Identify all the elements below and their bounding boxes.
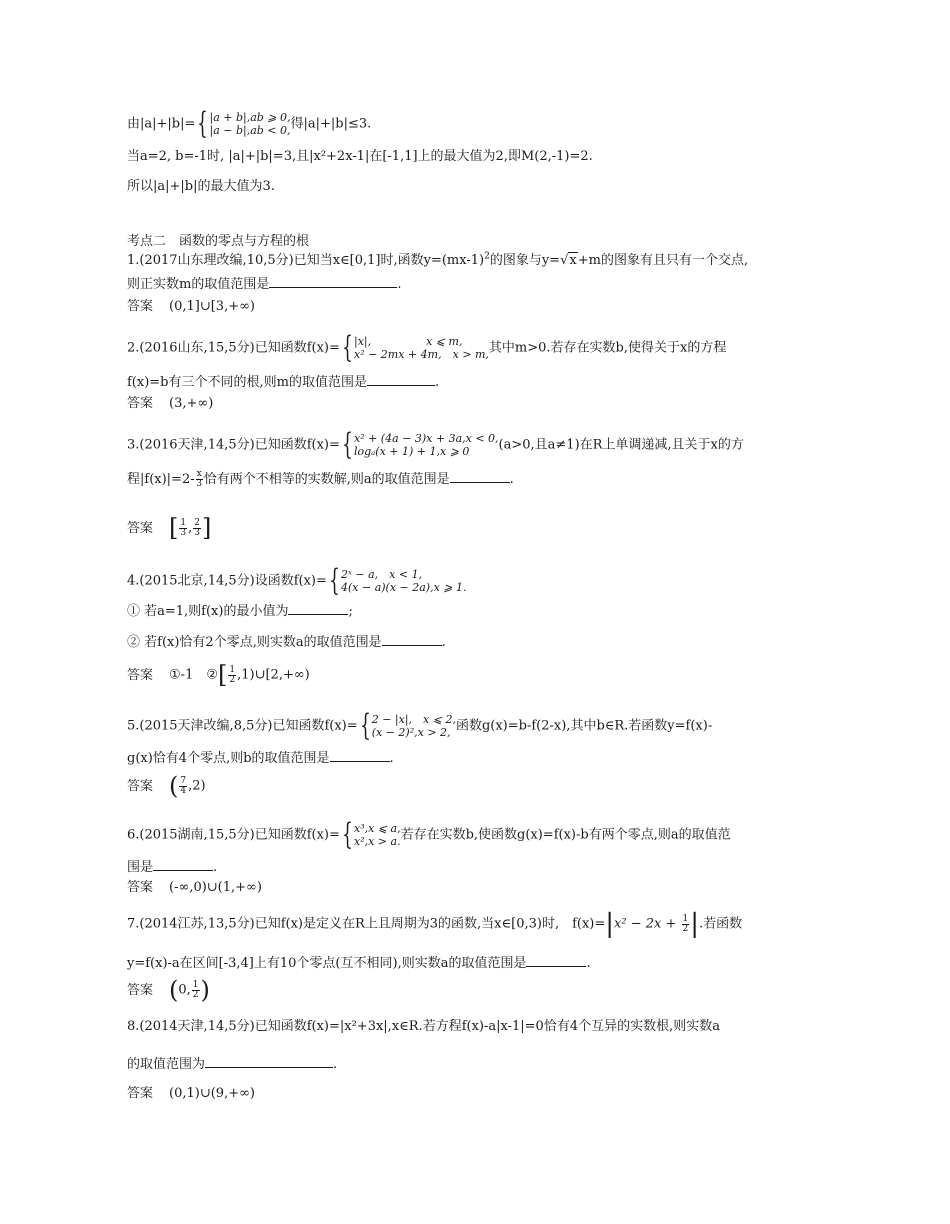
text: y=f(x)-a在区间[-3,4]上有10个零点(互不相同),则实数a的取值范围是 <box>127 956 527 971</box>
text: ② 若f(x)恰有2个零点,则实数a的取值范围是 <box>127 635 382 650</box>
text: 7.(2014江苏,13,5分)已知f(x)是定义在R上且周期为3的函数,当x∈[0,3)时, f(x)= <box>127 916 606 932</box>
text: . <box>397 277 402 292</box>
text: f(x)=b有三个不同的根,则m的取值范围是 <box>127 375 367 390</box>
question-7-line-1 <box>127 909 743 939</box>
answer-blank <box>269 275 397 288</box>
denominator: 2 <box>229 674 236 685</box>
intro-line-1 <box>127 106 372 141</box>
brace: { <box>342 817 353 852</box>
question-3-line-1 <box>127 427 744 462</box>
fraction <box>682 915 690 934</box>
question-5-line-2 <box>127 749 394 768</box>
text: ,2) <box>188 778 206 794</box>
answer-label: 答案 <box>127 667 154 683</box>
section-title: 考点二 函数的零点与方程的根 <box>127 234 310 249</box>
answer-blank <box>205 1055 333 1068</box>
text: 6.(2015湖南,15,5分)已知函数f(x)= <box>127 827 340 843</box>
brace: { <box>342 427 353 462</box>
numerator: 1 <box>682 913 689 924</box>
text: ① 若a=1,则f(x)的最小值为 <box>127 604 289 619</box>
piecewise-cases <box>372 713 456 739</box>
bracket: [ <box>218 661 228 689</box>
answer-label: 答案 <box>127 299 154 314</box>
question-4-part-1 <box>127 602 353 621</box>
text: 1.(2017山东理改编,10,5分)已知当x∈[0,1]时,函数y=(mx-1) <box>127 253 485 268</box>
text: 的图象与y= <box>489 253 561 268</box>
text: ,1) <box>237 667 255 683</box>
question-2-answer <box>127 395 213 413</box>
piecewise-cases <box>354 432 499 458</box>
text: 由|a|+|b|= <box>127 116 196 132</box>
answer-blank <box>288 602 348 615</box>
text: +m的图象有且只有一个交点, <box>577 253 749 268</box>
question-4-answer <box>127 661 310 689</box>
case-2: x² − 2mx + 4m, x > m, <box>353 348 489 361</box>
question-4-part-2 <box>127 633 446 652</box>
superscript: 2 <box>484 251 490 262</box>
answer-label: 答案 <box>127 778 154 794</box>
answer-label: 答案 <box>127 520 154 536</box>
bracket: [ <box>169 514 179 542</box>
numerator: x <box>196 469 202 479</box>
question-8-answer <box>127 1085 255 1103</box>
question-6-line-1 <box>127 817 731 852</box>
intro-line-2: 当a=2, b=-1时, |a|+|b|=3,且|x²+2x-1|在[-1,1]上的最大值为2,即M(2,-1)=2. <box>127 149 593 164</box>
answer-label: 答案 <box>127 1086 154 1101</box>
denominator: 2 <box>682 923 689 934</box>
answer-blank <box>382 633 442 646</box>
case-2: logₐ(x + 1) + 1,x ⩾ 0 <box>353 445 470 458</box>
question-3-answer <box>127 514 212 542</box>
question-7-line-2 <box>127 954 591 973</box>
text: g(x)恰有4个零点,则b的取值范围是 <box>127 751 330 766</box>
case-2: |a − b|,ab < 0, <box>209 124 291 137</box>
case-2: 4(x − a)(x − 2a),x ⩾ 1. <box>340 581 467 594</box>
question-1-line-2 <box>127 275 401 294</box>
question-2-line-1 <box>127 330 727 365</box>
question-5-line-1 <box>127 708 713 743</box>
sqrt-radicand: x <box>569 253 577 268</box>
abs-bar: | <box>605 909 615 939</box>
brace: { <box>342 330 353 365</box>
abs-bar: | <box>690 909 700 939</box>
case-1: x² + (4a − 3)x + 3a,x < 0, <box>353 432 499 445</box>
numerator: 1 <box>192 979 199 990</box>
denominator: 3 <box>194 527 200 538</box>
intro-line-3: 所以|a|+|b|的最大值为3. <box>127 179 275 194</box>
denominator: 4 <box>180 785 187 796</box>
text: . <box>441 635 446 650</box>
case-1: |x|, x ⩽ m, <box>353 335 463 348</box>
text: 函数g(x)=b-f(2-x),其中b∈R.若函数y=f(x)- <box>455 718 713 734</box>
case-1: 2ˣ − a, x < 1, <box>340 568 423 581</box>
text: . <box>434 375 440 390</box>
text: ∪[2,+∞) <box>254 667 310 683</box>
numerator: 2 <box>194 517 200 528</box>
case-1: |a + b|,ab ⩾ 0, <box>209 111 291 124</box>
text: 3.(2016天津,14,5分)已知函数f(x)= <box>127 437 340 453</box>
brace: { <box>197 106 209 141</box>
case-2: x²,x > a. <box>353 835 401 848</box>
bracket: ] <box>202 514 212 542</box>
text: (a>0,且a≠1)在R上单调递减,且关于x的方 <box>498 437 744 453</box>
text: 4.(2015北京,14,5分)设函数f(x)= <box>127 573 327 589</box>
denominator: 2 <box>192 989 199 1000</box>
text: 的取值范围为 <box>127 1057 206 1072</box>
text: 则正实数m的取值范围是 <box>127 277 270 292</box>
text: 若存在实数b,使函数g(x)=f(x)-b有两个零点,则a的取值范 <box>400 827 731 843</box>
fraction <box>192 981 200 1000</box>
case-1: 2 − |x|, x ⩽ 2, <box>371 713 456 726</box>
question-3-line-2 <box>127 470 514 489</box>
answer-blank <box>526 954 586 967</box>
text: , <box>188 520 193 536</box>
question-8-line-1: 8.(2014天津,14,5分)已知函数f(x)=|x²+3x|,x∈R.若方程f(x)-a|x-1|=0恰有4个互异的实数根,则实数a <box>127 1019 720 1034</box>
text: x² − 2x + <box>614 916 681 932</box>
question-1-line-1: 1.(2017山东理改编,10,5分)已知当x∈[0,1]时,函数$y=(mx-1)^2$的图象与y=√x+m的图象有且只有一个交点, <box>127 251 749 268</box>
answer-blank <box>330 749 390 762</box>
text: . <box>586 956 591 971</box>
brace: { <box>359 708 371 743</box>
numerator: 1 <box>229 664 236 675</box>
question-7-answer <box>127 976 210 1004</box>
fraction <box>228 666 236 685</box>
answer-value: (0,1]∪[3,+∞) <box>169 299 255 314</box>
answer-blank <box>450 470 510 483</box>
text: 其中m>0.若存在实数b,使得关于x的方程 <box>488 340 727 356</box>
brace: { <box>329 563 340 598</box>
question-8-line-2 <box>127 1055 337 1074</box>
denominator: 3 <box>180 527 187 538</box>
numerator: 7 <box>180 775 187 786</box>
case-1: x³,x ⩽ a, <box>353 822 401 835</box>
text: 5.(2015天津改编,8,5分)已知函数f(x)= <box>127 718 358 734</box>
numerator: 1 <box>180 517 187 528</box>
text: . <box>213 860 218 875</box>
answer-value: (0,1)∪(9,+∞) <box>169 1086 255 1101</box>
question-6-answer <box>127 879 262 897</box>
text: ; <box>348 604 353 619</box>
fraction <box>193 519 201 538</box>
answer-blank <box>367 373 435 386</box>
text: 恰有两个不相等的实数解,则a的取值范围是 <box>203 472 450 487</box>
answer-value: (-∞,0)∪(1,+∞) <box>169 880 262 895</box>
answer-label: 答案 <box>127 396 154 411</box>
fraction <box>179 777 187 796</box>
piecewise-cases <box>341 568 467 594</box>
fraction <box>179 519 187 538</box>
piecewise-cases <box>354 822 401 848</box>
question-6-line-2 <box>127 858 217 877</box>
answer-label: 答案 <box>127 982 154 998</box>
question-1-answer <box>127 298 255 316</box>
answer-value: (3,+∞) <box>169 396 214 411</box>
bracket: ) <box>200 976 210 1004</box>
text: 2.(2016山东,15,5分)已知函数f(x)= <box>127 340 340 356</box>
text: 围是 <box>127 860 154 875</box>
answer-blank <box>153 858 213 871</box>
case-2: (x − 2)²,x > 2, <box>371 726 451 739</box>
text: . <box>333 1057 338 1072</box>
text: 0, <box>178 982 191 998</box>
text: 程|f(x)|=2- <box>127 472 195 487</box>
fraction <box>196 470 203 489</box>
bracket: ( <box>169 976 179 1004</box>
question-4-line-1 <box>127 563 467 598</box>
piecewise-cases <box>209 111 290 137</box>
text: .若函数 <box>699 916 743 932</box>
answer-value: ①-1 ② <box>169 667 218 683</box>
denominator: 3 <box>196 479 203 489</box>
question-5-answer <box>127 772 206 800</box>
piecewise-cases <box>354 335 489 361</box>
question-2-line-2 <box>127 373 439 392</box>
text: . <box>509 472 514 487</box>
text: . <box>389 751 394 766</box>
bracket: ( <box>169 772 179 800</box>
answer-label: 答案 <box>127 880 154 895</box>
text: 得|a|+|b|≤3. <box>290 116 372 132</box>
